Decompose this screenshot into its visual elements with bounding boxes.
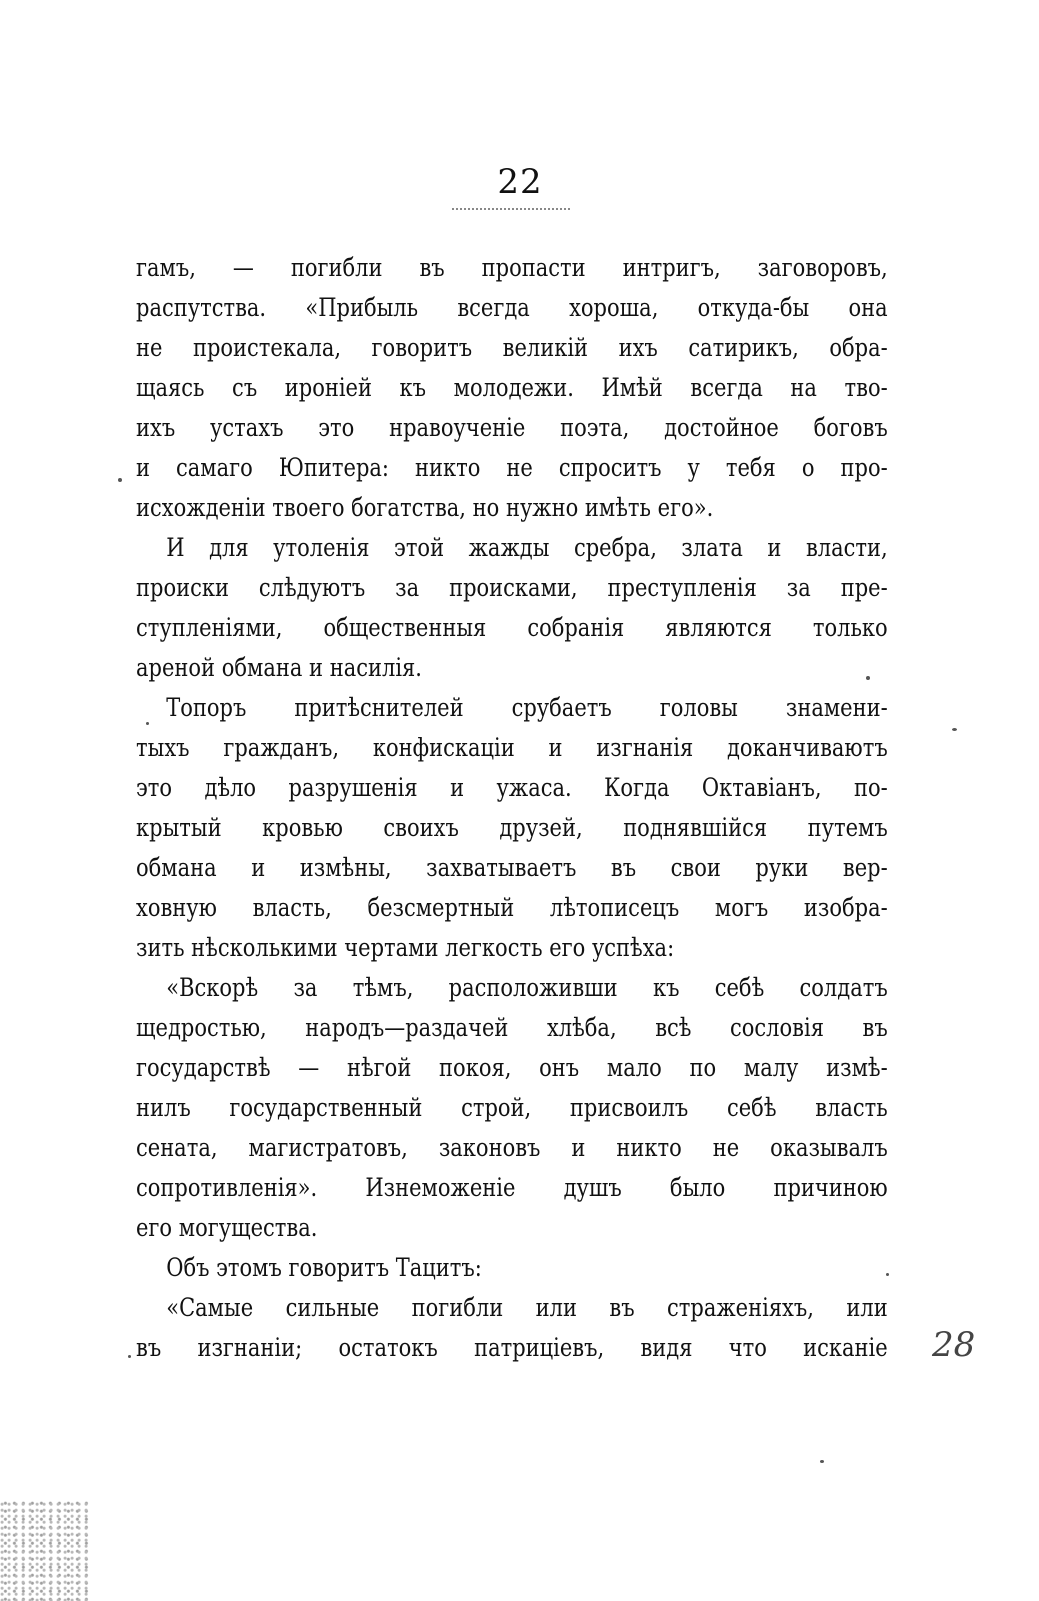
text-line: государствѣ — нѣгой покоя, онъ мало по малу измѣ-: [136, 1053, 888, 1082]
text-line: ступленіями, общественныя собранія являются только: [136, 613, 888, 642]
text-line: крытый кровью своихъ друзей, поднявшійся путемъ: [136, 813, 888, 842]
text-line: Объ этомъ говоритъ Тацитъ:: [166, 1253, 482, 1282]
text-line: гамъ, — погибли въ пропасти интригъ, заговоровъ,: [136, 253, 888, 282]
text-line: сената, магистратовъ, законовъ и никто не оказывалъ: [136, 1133, 888, 1162]
text-column: [136, 248, 888, 1368]
text-line: Топоръ притѣснителей срубаетъ головы знамени-: [166, 693, 888, 722]
text-line: щаясь съ ироніей къ молодежи. Имѣй всегда на тво-: [136, 373, 888, 402]
text-line: обмана и измѣны, захватываетъ въ свои руки вер-: [136, 853, 888, 882]
page-number-rule: [452, 208, 570, 210]
text-line: не проистекала, говоритъ великій ихъ сатирикъ, обра-: [136, 333, 888, 362]
text-line: «Вскорѣ за тѣмъ, расположивши къ себѣ солдатъ: [166, 973, 888, 1002]
page-number: 22: [497, 162, 543, 202]
text-line: ареной обмана и насилія.: [136, 653, 422, 682]
text-line: ихъ устахъ это нравоученіе поэта, достойное боговъ: [136, 413, 888, 442]
text-line: распутства. «Прибыль всегда хороша, откуда-бы она: [136, 293, 888, 322]
text-line: ховную власть, безсмертный лѣтописецъ могъ изобра-: [136, 893, 888, 922]
text-line: его могущества.: [136, 1213, 318, 1242]
text-line: щедростью, народъ—раздачей хлѣба, всѣ сословія въ: [136, 1013, 888, 1042]
margin-note: 28: [932, 1325, 976, 1365]
text-line: исхожденіи твоего богатства, но нужно имѣть его».: [136, 493, 714, 522]
text-line: и самаго Юпитера: никто не спроситъ у тебя о про-: [136, 453, 888, 482]
scan-speck: [866, 676, 870, 680]
text-line: тыхъ гражданъ, конфискаціи и изгнанія доканчиваютъ: [136, 733, 888, 762]
text-line: зить нѣсколькими чертами легкость его успѣха:: [136, 933, 675, 962]
scan-speck: [952, 728, 957, 731]
scan-speck: [886, 1273, 889, 1276]
scan-speck: [146, 722, 149, 725]
scan-noise: [0, 1500, 90, 1601]
scan-speck: [128, 1355, 131, 1358]
scan-speck: [118, 478, 122, 482]
scan-speck: [820, 1460, 824, 1463]
text-line: сопротивленія». Изнеможеніе душъ было причиною: [136, 1173, 888, 1202]
text-line: И для утоленія этой жажды сребра, злата и власти,: [166, 533, 888, 562]
text-line: въ изгнаніи; остатокъ патриціевъ, видя что исканіе: [136, 1333, 888, 1362]
text-line: это дѣло разрушенія и ужаса. Когда Октавіанъ, по-: [136, 773, 888, 802]
text-line: нилъ государственный строй, присвоилъ себѣ власть: [136, 1093, 888, 1122]
text-line: «Самые сильные погибли или въ страженіяхъ, или: [166, 1293, 888, 1322]
text-line: происки слѣдуютъ за происками, преступленія за пре-: [136, 573, 888, 602]
